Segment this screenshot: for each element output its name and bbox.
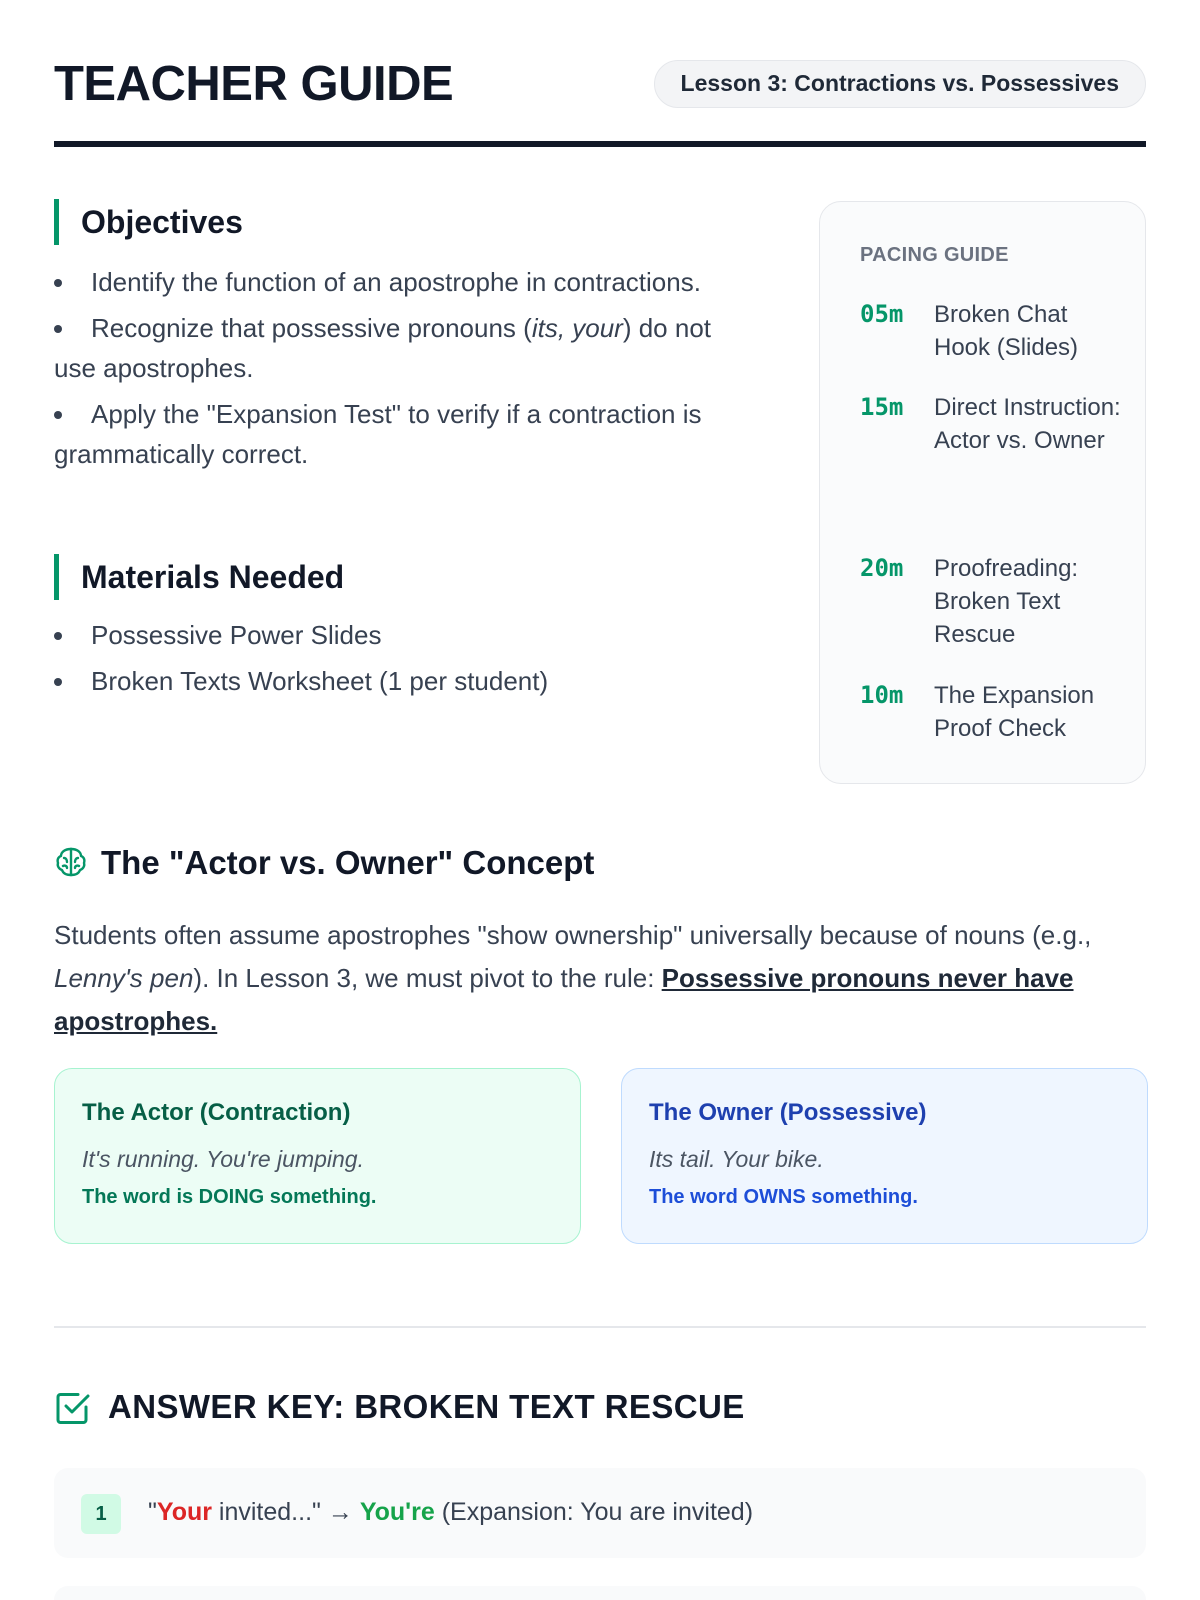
owner-card-title: The Owner (Possessive) xyxy=(649,1099,927,1126)
brain-icon xyxy=(54,845,88,879)
checkbox-icon xyxy=(54,1389,92,1427)
teacher-guide-page xyxy=(54,0,1146,1600)
concept-paragraph: Students often assume apostrophes "show ownership" universally because of nouns (e.g., Lenny's pen). In Lesson 3, we must pivot to the rule: Possessive pronouns never have apostrophes. xyxy=(54,920,1092,1036)
answer-row-next xyxy=(54,1586,1146,1600)
answer-key-title: ANSWER KEY: BROKEN TEXT RESCUE xyxy=(108,1388,745,1425)
pacing-activity: Direct Instruction: Actor vs. Owner xyxy=(934,394,1121,454)
answer-row xyxy=(54,1468,1146,1558)
correct-word: You're xyxy=(359,1498,435,1526)
actor-card xyxy=(54,1068,581,1244)
actor-card-title: The Actor (Contraction) xyxy=(82,1099,351,1126)
materials-heading: Materials Needed xyxy=(54,554,344,600)
pacing-activity: Proofreading: Broken Text Rescue xyxy=(934,555,1079,648)
actor-card-example: It's running. You're jumping. xyxy=(82,1146,364,1172)
materials-list xyxy=(54,615,754,707)
answer-number: 1 xyxy=(81,1494,121,1534)
pacing-time: 20m xyxy=(860,554,904,582)
material-item: Possessive Power Slides xyxy=(54,615,754,655)
actor-card-note: The word is DOING something. xyxy=(82,1186,377,1208)
owner-card-note: The word OWNS something. xyxy=(649,1186,918,1208)
rule-highlight: Possessive pronouns never have apostrophes. xyxy=(54,963,1074,1036)
pacing-guide-card xyxy=(819,201,1146,784)
objective-item: Recognize that possessive pronouns (its, your) do not use apostrophes. xyxy=(54,308,754,388)
lesson-badge: Lesson 3: Contractions vs. Possessives xyxy=(654,60,1146,108)
wrong-word: Your xyxy=(156,1498,212,1526)
page-header xyxy=(54,56,1146,116)
owner-card xyxy=(621,1068,1148,1244)
owner-card-example: Its tail. Your bike. xyxy=(649,1146,824,1172)
pacing-guide-label: PACING GUIDE xyxy=(860,244,1009,266)
objectives-heading: Objectives xyxy=(54,199,243,245)
material-item: Broken Texts Worksheet (1 per student) xyxy=(54,661,754,701)
objectives-list xyxy=(54,262,754,480)
section-divider xyxy=(54,1326,1146,1328)
pacing-time: 15m xyxy=(860,393,904,421)
pacing-activity: The Expansion Proof Check xyxy=(934,682,1095,742)
answer-text: "Your invited..." → You're (Expansion: You are invited) xyxy=(148,1498,754,1526)
pacing-activity: Broken Chat Hook (Slides) xyxy=(934,301,1079,361)
header-rule xyxy=(54,141,1146,147)
pacing-time: 10m xyxy=(860,681,904,709)
objective-item: Identify the function of an apostrophe in contractions. xyxy=(54,262,754,302)
pacing-time: 05m xyxy=(860,300,904,328)
objective-item: Apply the "Expansion Test" to verify if a contraction is grammatically correct. xyxy=(54,394,754,474)
concept-title: The "Actor vs. Owner" Concept xyxy=(101,844,595,881)
page-title: TEACHER GUIDE xyxy=(54,57,454,111)
